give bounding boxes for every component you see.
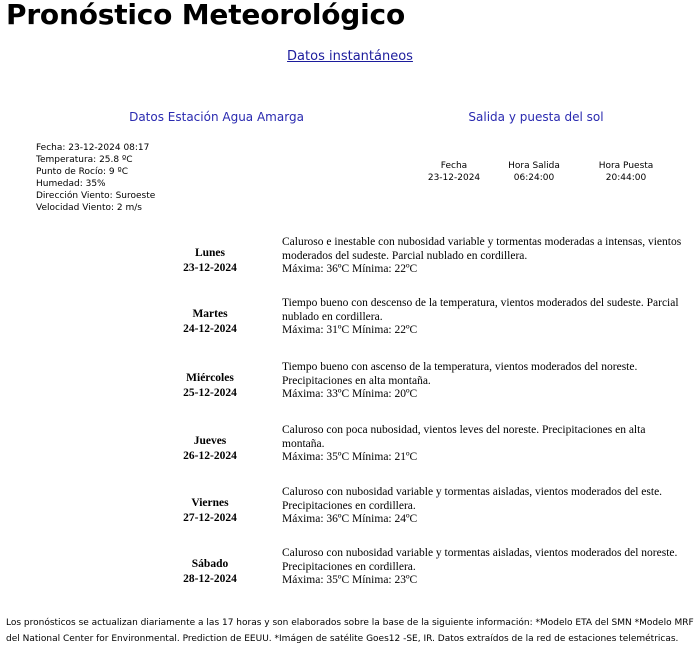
sun-col-value: 20:44:00 xyxy=(605,173,647,183)
day-name: Viernes xyxy=(191,497,229,509)
day-date: 28-12-2024 xyxy=(183,573,237,585)
day-date: 24-12-2024 xyxy=(183,323,237,335)
day-date: 26-12-2024 xyxy=(183,450,237,462)
forecast-description xyxy=(282,547,682,588)
footer-note: Los pronósticos se actualizan diariamente a las 17 horas y son elaborados sobre la base de la siguiente información: *Modelo ETA del SMN *Modelo MRF del National Center for Environmental. Prediction de EEUU. *Imágen de satélite Goes12 -SE, IR. Datos extraídos de la red de estaciones telemétricas. xyxy=(6,618,694,644)
forecast-day xyxy=(160,434,260,464)
page-title: Pronóstico Meteorológico xyxy=(6,0,405,31)
station-heading: Datos Estación Agua Amarga xyxy=(129,110,304,124)
forecast-day xyxy=(160,496,260,526)
station-data xyxy=(36,142,155,214)
sun-col-label: Hora Puesta xyxy=(598,161,654,171)
forecast-text: Caluroso con poca nubosidad, vientos leves del noreste. Precipitaciones en alta montaña. xyxy=(282,424,646,450)
sun-col-value: 06:24:00 xyxy=(513,173,555,183)
station-temperature: Temperatura: 25.8 ºC xyxy=(36,155,133,165)
station-humidity: Humedad: 35% xyxy=(36,179,106,189)
forecast-minmax: Máxima: 36ºC Mínima: 24ºC xyxy=(282,513,418,525)
forecast-description xyxy=(282,297,682,338)
day-date: 23-12-2024 xyxy=(183,262,237,274)
forecast-minmax: Máxima: 36ºC Mínima: 22ºC xyxy=(282,263,418,275)
sun-col-label: Fecha xyxy=(440,161,468,171)
forecast-minmax: Máxima: 35ºC Mínima: 21ºC xyxy=(282,451,418,463)
sun-col-label: Hora Salida xyxy=(508,161,560,171)
day-date: 27-12-2024 xyxy=(183,512,237,524)
forecast-minmax: Máxima: 35ºC Mínima: 23ºC xyxy=(282,574,418,586)
forecast-text: Caluroso con nubosidad variable y tormentas aisladas, vientos moderados del este. Precipitaciones en cordillera. xyxy=(282,486,663,512)
forecast-day xyxy=(160,557,260,587)
forecast-text: Caluroso e inestable con nubosidad variable y tormentas moderadas a intensas, vientos moderados del sudeste. Parcial nublado en cordillera. xyxy=(282,236,682,262)
forecast-text: Tiempo bueno con descenso de la temperatura, vientos moderados del sudeste. Parcial nublado en cordillera. xyxy=(282,297,679,323)
forecast-description xyxy=(282,361,682,402)
forecast-description xyxy=(282,424,682,465)
forecast-description xyxy=(282,236,682,277)
day-name: Miércoles xyxy=(186,372,234,384)
day-date: 25-12-2024 xyxy=(183,387,237,399)
forecast-minmax: Máxima: 31ºC Mínima: 22ºC xyxy=(282,324,418,336)
station-wind-direction: Dirección Viento: Suroeste xyxy=(36,191,156,201)
station-date: Fecha: 23-12-2024 08:17 xyxy=(36,143,150,153)
forecast-description xyxy=(282,486,682,527)
station-wind-speed: Velocidad Viento: 2 m/s xyxy=(36,203,142,213)
sun-col-value: 23-12-2024 xyxy=(427,173,481,183)
instant-data-link-container xyxy=(0,49,700,64)
forecast-day xyxy=(160,246,260,276)
sun-col-sunset xyxy=(581,160,671,184)
forecast-minmax: Máxima: 33ºC Mínima: 20ºC xyxy=(282,388,418,400)
sun-heading: Salida y puesta del sol xyxy=(468,110,604,124)
forecast-day xyxy=(160,371,260,401)
day-name: Jueves xyxy=(193,435,227,447)
day-name: Lunes xyxy=(194,247,226,259)
forecast-text: Tiempo bueno con ascenso de la temperatura, vientos moderados del noreste. Precipitaciones en alta montaña. xyxy=(282,361,638,387)
instant-data-link[interactable]: Datos instantáneos xyxy=(287,49,413,64)
sun-col-sunrise xyxy=(489,160,579,184)
sun-col-date xyxy=(409,160,499,184)
station-dew-point: Punto de Rocío: 9 ºC xyxy=(36,167,128,177)
day-name: Sábado xyxy=(191,558,229,570)
forecast-text: Caluroso con nubosidad variable y tormentas aisladas, vientos moderados del noreste. Precipitaciones en cordillera. xyxy=(282,547,678,573)
day-name: Martes xyxy=(192,308,228,320)
forecast-day xyxy=(160,307,260,337)
